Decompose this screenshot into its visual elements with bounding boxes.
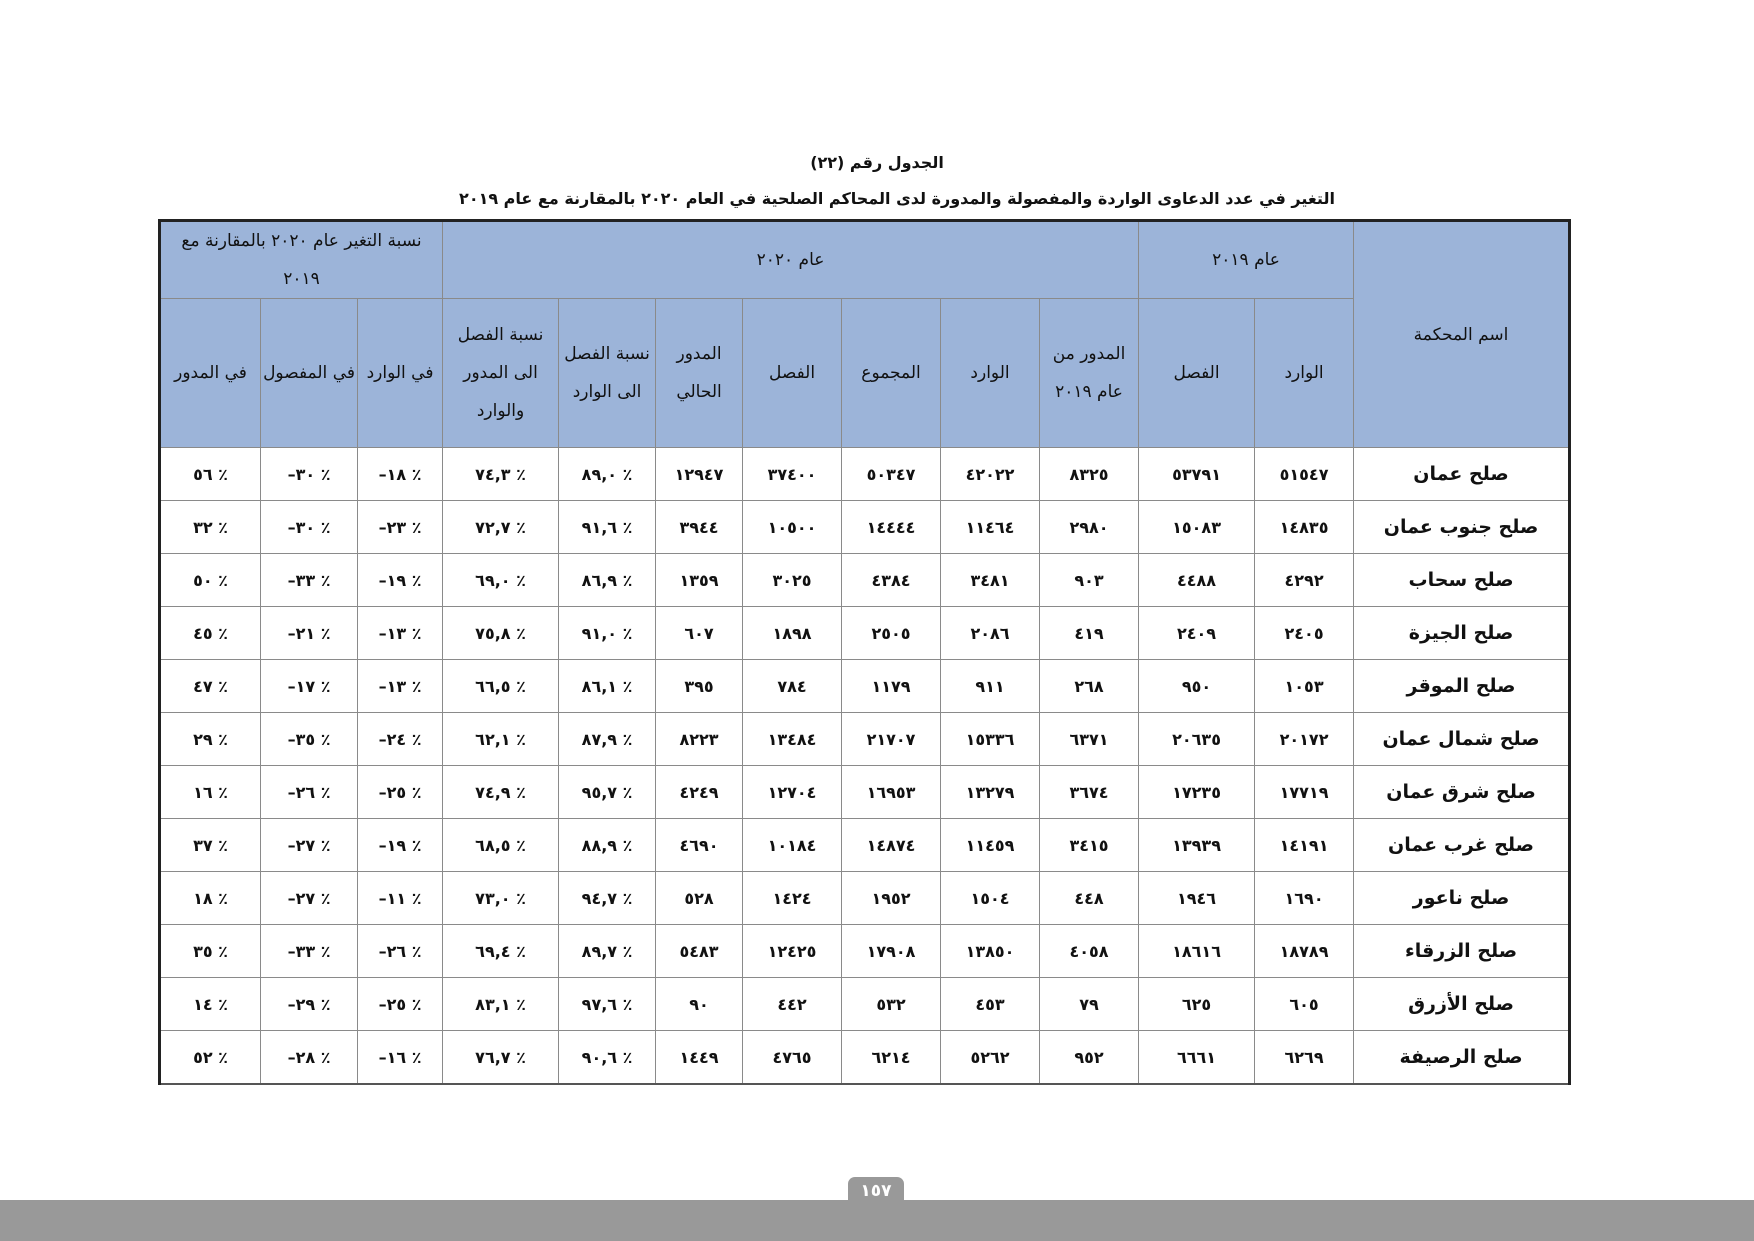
table-cell: ١٠٥٠٠ bbox=[743, 501, 842, 554]
table-cell: ٪ ٨٨,٩ bbox=[559, 819, 656, 872]
table-cell: ١٩٤٦ bbox=[1139, 872, 1255, 925]
table-cell: ٪ ٦٩,٠ bbox=[443, 554, 559, 607]
table-cell: ٪ ٣٢ bbox=[160, 501, 261, 554]
table-cell: ٪ ١٨– bbox=[358, 448, 443, 501]
court-name-cell: صلح سحاب bbox=[1354, 554, 1570, 607]
table-cell: ٪ ٢٣– bbox=[358, 501, 443, 554]
table-cell: ١٣٢٧٩ bbox=[941, 766, 1040, 819]
table-cell: ١٤٤٩ bbox=[656, 1031, 743, 1085]
table-cell: ٪ ٣٠– bbox=[261, 448, 358, 501]
table-cell: ٪ ٩١,٦ bbox=[559, 501, 656, 554]
table-cell: ٥٢٨ bbox=[656, 872, 743, 925]
table-caption bbox=[0, 150, 1754, 212]
table-cell: ٪ ٨٧,٩ bbox=[559, 713, 656, 766]
table-cell: ٪ ٨٦,١ bbox=[559, 660, 656, 713]
table-cell: ٪ ١٤ bbox=[160, 978, 261, 1031]
header-col-change-resolved: في المفصول bbox=[261, 299, 358, 448]
table-cell: ٪ ٨٩,٠ bbox=[559, 448, 656, 501]
table-cell: ٪ ٣٣– bbox=[261, 554, 358, 607]
table-cell: ١٣٥٩ bbox=[656, 554, 743, 607]
table-row bbox=[160, 554, 1570, 607]
header-year-2020: عام ٢٠٢٠ bbox=[443, 221, 1139, 299]
table-cell: ٢٤٠٥ bbox=[1255, 607, 1354, 660]
table-cell: ١١٤٥٩ bbox=[941, 819, 1040, 872]
table-cell: ٤٧٦٥ bbox=[743, 1031, 842, 1085]
table-cell: ٥٣٧٩١ bbox=[1139, 448, 1255, 501]
table-cell: ١٧٧١٩ bbox=[1255, 766, 1354, 819]
courts-table bbox=[158, 219, 1571, 1085]
table-cell: ٪ ٢١– bbox=[261, 607, 358, 660]
table-cell: ٪ ٧٤,٩ bbox=[443, 766, 559, 819]
table-cell: ٪ ٦٢,١ bbox=[443, 713, 559, 766]
table-cell: ٥٠٣٤٧ bbox=[842, 448, 941, 501]
table-cell: ٪ ٦٦,٥ bbox=[443, 660, 559, 713]
table-cell: ٪ ١٩– bbox=[358, 819, 443, 872]
table-cell: ٢٠٦٣٥ bbox=[1139, 713, 1255, 766]
table-cell: ٪ ٩٤,٧ bbox=[559, 872, 656, 925]
table-cell: ٪ ٥٦ bbox=[160, 448, 261, 501]
court-name-cell: صلح جنوب عمان bbox=[1354, 501, 1570, 554]
table-cell: ٪ ٩٧,٦ bbox=[559, 978, 656, 1031]
table-cell: ٪ ٩١,٠ bbox=[559, 607, 656, 660]
table-cell: ٥٤٨٣ bbox=[656, 925, 743, 978]
table-cell: ٢٥٠٥ bbox=[842, 607, 941, 660]
table-cell: ٪ ٣٠– bbox=[261, 501, 358, 554]
table-cell: ١٠١٨٤ bbox=[743, 819, 842, 872]
table-cell: ٤٢٠٢٢ bbox=[941, 448, 1040, 501]
table-cell: ١٦٩٥٣ bbox=[842, 766, 941, 819]
court-name-cell: صلح شمال عمان bbox=[1354, 713, 1570, 766]
table-cell: ١٣٤٨٤ bbox=[743, 713, 842, 766]
table-cell: ٪ ٤٥ bbox=[160, 607, 261, 660]
header-col-total: المجموع bbox=[842, 299, 941, 448]
table-cell: ٧٨٤ bbox=[743, 660, 842, 713]
table-cell: ٪ ٢٧– bbox=[261, 819, 358, 872]
header-col-change-incoming: في الوارد bbox=[358, 299, 443, 448]
header-col-2019-resolved: الفصل bbox=[1139, 299, 1255, 448]
table-cell: ٪ ٧٦,٧ bbox=[443, 1031, 559, 1085]
table-cell: ١٨٩٨ bbox=[743, 607, 842, 660]
court-name-cell: صلح الموقر bbox=[1354, 660, 1570, 713]
header-col-resolution-to-incoming: نسبة الفصل الى الوارد bbox=[559, 299, 656, 448]
table-cell: ٪ ٢٧– bbox=[261, 872, 358, 925]
table-cell: ٪ ٢٦– bbox=[358, 925, 443, 978]
table-cell: ٤٥٣ bbox=[941, 978, 1040, 1031]
table-cell: ٤٢٩٢ bbox=[1255, 554, 1354, 607]
table-cell: ٪ ٦٨,٥ bbox=[443, 819, 559, 872]
table-cell: ٤٣٨٤ bbox=[842, 554, 941, 607]
header-year-2019: عام ٢٠١٩ bbox=[1139, 221, 1354, 299]
table-row bbox=[160, 978, 1570, 1031]
header-col-resolution-to-total: نسبة الفصل الى المدور والوارد bbox=[443, 299, 559, 448]
table-cell: ٪ ٢٥– bbox=[358, 766, 443, 819]
table-row bbox=[160, 448, 1570, 501]
table-cell: ١٢٧٠٤ bbox=[743, 766, 842, 819]
table-cell: ٪ ٣٣– bbox=[261, 925, 358, 978]
table-cell: ٩٠٣ bbox=[1040, 554, 1139, 607]
table-cell: ٪ ٥٢ bbox=[160, 1031, 261, 1085]
table-cell: ٥٣٢ bbox=[842, 978, 941, 1031]
table-cell: ٥٢٦٢ bbox=[941, 1031, 1040, 1085]
court-name-cell: صلح ناعور bbox=[1354, 872, 1570, 925]
table-cell: ٣٤٨١ bbox=[941, 554, 1040, 607]
header-col-2019-incoming: الوارد bbox=[1255, 299, 1354, 448]
table-cell: ٣٩٥ bbox=[656, 660, 743, 713]
table-cell: ١٩٥٢ bbox=[842, 872, 941, 925]
header-col-carried-from-2019: المدور من عام ٢٠١٩ bbox=[1040, 299, 1139, 448]
table-cell: ٪ ٢٨– bbox=[261, 1031, 358, 1085]
table-cell: ٪ ٧٥,٨ bbox=[443, 607, 559, 660]
table-row bbox=[160, 925, 1570, 978]
table-cell: ٣٠٢٥ bbox=[743, 554, 842, 607]
table-cell: ١٣٩٣٩ bbox=[1139, 819, 1255, 872]
table-cell: ٪ ١٦ bbox=[160, 766, 261, 819]
table-cell: ٪ ٢٤– bbox=[358, 713, 443, 766]
table-cell: ٪ ٢٩ bbox=[160, 713, 261, 766]
header-change-group: نسبة التغير عام ٢٠٢٠ بالمقارنة مع ٢٠١٩ bbox=[160, 221, 443, 299]
table-cell: ٪ ٨٩,٧ bbox=[559, 925, 656, 978]
header-col-2020-incoming: الوارد bbox=[941, 299, 1040, 448]
table-cell: ١٥٠٤ bbox=[941, 872, 1040, 925]
table-row bbox=[160, 660, 1570, 713]
court-name-cell: صلح غرب عمان bbox=[1354, 819, 1570, 872]
table-cell: ٢٠٨٦ bbox=[941, 607, 1040, 660]
table-row bbox=[160, 607, 1570, 660]
table-row bbox=[160, 1031, 1570, 1085]
table-number: الجدول رقم (٢٢) bbox=[810, 153, 944, 172]
table-cell: ٪ ٢٥– bbox=[358, 978, 443, 1031]
table-cell: ١٤٨٣٥ bbox=[1255, 501, 1354, 554]
table-cell: ٣٧٤٠٠ bbox=[743, 448, 842, 501]
table-cell: ٤٦٩٠ bbox=[656, 819, 743, 872]
header-court-name: اسم المحكمة bbox=[1354, 221, 1570, 448]
table-cell: ٪ ١٦– bbox=[358, 1031, 443, 1085]
table-cell: ٪ ١٩– bbox=[358, 554, 443, 607]
table-cell: ٪ ١١– bbox=[358, 872, 443, 925]
table-cell: ٪ ٢٩– bbox=[261, 978, 358, 1031]
table-cell: ٪ ٥٠ bbox=[160, 554, 261, 607]
table-cell: ١٤٢٤ bbox=[743, 872, 842, 925]
table-cell: ١٤٤٤٤ bbox=[842, 501, 941, 554]
table-cell: ١٣٨٥٠ bbox=[941, 925, 1040, 978]
table-cell: ٨٢٢٣ bbox=[656, 713, 743, 766]
header-col-change-carried: في المدور bbox=[160, 299, 261, 448]
table-cell: ٪ ٨٣,١ bbox=[443, 978, 559, 1031]
table-cell: ٪ ١٧– bbox=[261, 660, 358, 713]
table-cell: ١٨٦١٦ bbox=[1139, 925, 1255, 978]
table-cell: ١٥٠٨٣ bbox=[1139, 501, 1255, 554]
court-name-cell: صلح عمان bbox=[1354, 448, 1570, 501]
table-row bbox=[160, 766, 1570, 819]
table-cell: ٪ ٧٣,٠ bbox=[443, 872, 559, 925]
table-cell: ٢٦٨ bbox=[1040, 660, 1139, 713]
table-cell: ٢٩٨٠ bbox=[1040, 501, 1139, 554]
table-cell: ١١٧٩ bbox=[842, 660, 941, 713]
table-cell: ١٤١٩١ bbox=[1255, 819, 1354, 872]
table-cell: ٪ ٧٤,٣ bbox=[443, 448, 559, 501]
table-cell: ٤١٩ bbox=[1040, 607, 1139, 660]
table-cell: ٤٠٥٨ bbox=[1040, 925, 1139, 978]
table-cell: ١٢٤٢٥ bbox=[743, 925, 842, 978]
page-number: ١٥٧ bbox=[848, 1177, 904, 1203]
table-cell: ٪ ٩٥,٧ bbox=[559, 766, 656, 819]
table-cell: ٪ ٦٩,٤ bbox=[443, 925, 559, 978]
table-cell: ٦٣٧١ bbox=[1040, 713, 1139, 766]
table-cell: ٩٥٠ bbox=[1139, 660, 1255, 713]
table-cell: ٩٥٢ bbox=[1040, 1031, 1139, 1085]
table-cell: ٪ ١٣– bbox=[358, 660, 443, 713]
table-row bbox=[160, 713, 1570, 766]
table-cell: ١٤٨٧٤ bbox=[842, 819, 941, 872]
table-cell: ٪ ٢٦– bbox=[261, 766, 358, 819]
table-cell: ٣٤١٥ bbox=[1040, 819, 1139, 872]
header-col-current-carried: المدور الحالي bbox=[656, 299, 743, 448]
table-cell: ٤٢٤٩ bbox=[656, 766, 743, 819]
table-cell: ٢٠١٧٢ bbox=[1255, 713, 1354, 766]
table-cell: ١١٤٦٤ bbox=[941, 501, 1040, 554]
table-cell: ٢٤٠٩ bbox=[1139, 607, 1255, 660]
table-cell: ٦٢١٤ bbox=[842, 1031, 941, 1085]
table-cell: ٦٠٧ bbox=[656, 607, 743, 660]
court-name-cell: صلح الزرقاء bbox=[1354, 925, 1570, 978]
table-cell: ٣٦٧٤ bbox=[1040, 766, 1139, 819]
table-cell: ٤٤٨ bbox=[1040, 872, 1139, 925]
table-cell: ١٧٩٠٨ bbox=[842, 925, 941, 978]
court-name-cell: صلح الجيزة bbox=[1354, 607, 1570, 660]
table-cell: ١٦٩٠ bbox=[1255, 872, 1354, 925]
table-cell: ١٧٢٣٥ bbox=[1139, 766, 1255, 819]
table-cell: ٪ ٨٦,٩ bbox=[559, 554, 656, 607]
table-cell: ٢١٧٠٧ bbox=[842, 713, 941, 766]
court-name-cell: صلح شرق عمان bbox=[1354, 766, 1570, 819]
table-cell: ٤٤٢ bbox=[743, 978, 842, 1031]
table-cell: ٪ ٣٥– bbox=[261, 713, 358, 766]
footer-bar bbox=[0, 1200, 1754, 1241]
table-cell: ٪ ٣٥ bbox=[160, 925, 261, 978]
table-cell: ٣٩٤٤ bbox=[656, 501, 743, 554]
court-name-cell: صلح الأزرق bbox=[1354, 978, 1570, 1031]
table-cell: ٩٠ bbox=[656, 978, 743, 1031]
table-cell: ١٨٧٨٩ bbox=[1255, 925, 1354, 978]
table-cell: ٪ ١٣– bbox=[358, 607, 443, 660]
table-row bbox=[160, 872, 1570, 925]
table-title: التغير في عدد الدعاوى الواردة والمفصولة والمدورة لدى المحاكم الصلحية في العام ٢٠٢٠ بالمقارنة مع عام ٢٠١٩ bbox=[459, 189, 1335, 208]
table-cell: ٧٩ bbox=[1040, 978, 1139, 1031]
table-cell: ٦٢٦٩ bbox=[1255, 1031, 1354, 1085]
header-col-2020-resolved: الفصل bbox=[743, 299, 842, 448]
table-cell: ١٢٩٤٧ bbox=[656, 448, 743, 501]
table-cell: ٪ ٧٢,٧ bbox=[443, 501, 559, 554]
table-cell: ٪ ٩٠,٦ bbox=[559, 1031, 656, 1085]
table-cell: ٦٠٥ bbox=[1255, 978, 1354, 1031]
court-name-cell: صلح الرصيفة bbox=[1354, 1031, 1570, 1085]
table-cell: ٪ ٣٧ bbox=[160, 819, 261, 872]
table-cell: ٦٢٥ bbox=[1139, 978, 1255, 1031]
table-cell: ٥١٥٤٧ bbox=[1255, 448, 1354, 501]
table-cell: ٪ ١٨ bbox=[160, 872, 261, 925]
table-cell: ١٥٣٣٦ bbox=[941, 713, 1040, 766]
table-cell: ٩١١ bbox=[941, 660, 1040, 713]
table-row bbox=[160, 501, 1570, 554]
table-cell: ٤٤٨٨ bbox=[1139, 554, 1255, 607]
table-row bbox=[160, 819, 1570, 872]
table-cell: ١٠٥٣ bbox=[1255, 660, 1354, 713]
table-body bbox=[160, 448, 1570, 1085]
table-cell: ٨٣٢٥ bbox=[1040, 448, 1139, 501]
table-cell: ٦٦٦١ bbox=[1139, 1031, 1255, 1085]
table-cell: ٪ ٤٧ bbox=[160, 660, 261, 713]
